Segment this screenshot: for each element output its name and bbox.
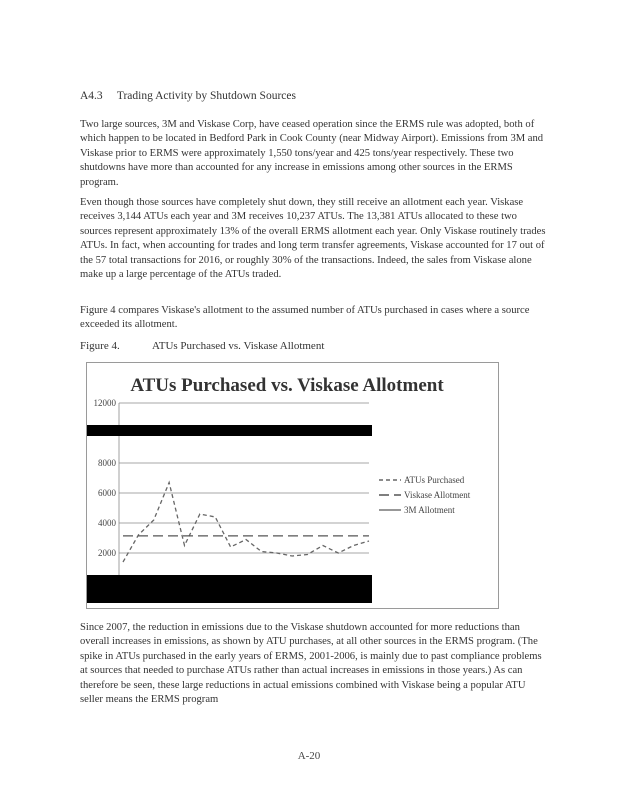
page-number: A-20 — [297, 750, 321, 762]
section-heading: A4.3 Trading Activity by Shutdown Sources — [80, 90, 296, 102]
chart-title: ATUs Purchased vs. Viskase Allotment — [130, 375, 444, 396]
series-line-atus-purchased — [123, 483, 369, 563]
tick-label-8000: 8000 — [98, 458, 116, 468]
chart-series — [123, 483, 369, 563]
tick-label-2000: 2000 — [98, 548, 116, 558]
figure-caption — [80, 340, 324, 352]
redaction-band-0 — [87, 575, 372, 603]
atus-chart — [87, 363, 498, 608]
legend-label-1: Viskase Allotment — [404, 490, 471, 500]
figure-title: ATUs Purchased vs. Viskase Allotment — [152, 340, 325, 352]
paragraph-reductions: Since 2007, the reduction in emissions due to the Viskase shutdown accounted for more reductions than overall increases in emissions, as shown by ATU purchases, at all other sources in the ERMS program. (The spike in ATUs purchased in the early years of ERMS, 2001-2006, is mainly due to past compliance problems at sources that needed to purchase ATUs rather than actual increases in emissions in those years.) As can therefore be seen, these large reductions in actual emissions combined with Viskase being a popular ATU seller means the ERMS program — [80, 622, 542, 706]
chart-frame — [86, 362, 499, 609]
figure-label: Figure 4. — [80, 340, 120, 352]
legend-label-0: ATUs Purchased — [404, 475, 465, 485]
paragraph-shutdown-sources: Two large sources, 3M and Viskase Corp, have ceased operation since the ERMS rule was adopted, both of which happen to be located in Bedford Park in Cook County (near Midway Airport). Emissions from 3M and Viskase prior to ERMS were approximately 1,550 tons/year and 425 tons/year respectively. These two shutdowns have more than accounted for any increase in emissions among other sources in the ERMS program. — [80, 119, 544, 188]
redaction-band-10000 — [87, 425, 372, 436]
paragraph-allotment: Even though those sources have completely shut down, they still receive an allotment each year. Viskase receives 3,144 ATUs each year and 3M receives 10,237 ATUs. The 13,381 ATUs allocated to these two sources represent approximately 13% of the overall ERMS allotment each year. Only Viskase routinely trades ATUs. In fact, when accounting for trades and long term transfer agreements, Viskase accounted for 17 out of the 57 total transactions for 2016, or roughly 30% of the transactions. Indeed, the sales from Viskase alone make up a large percentage of the ATUs traded. — [80, 197, 546, 281]
paragraph-figure-intro: Figure 4 compares Viskase's allotment to the assumed number of ATUs purchased in cases where a source exceeded its allotment. — [80, 305, 530, 331]
tick-label-12000: 12000 — [93, 398, 116, 408]
legend-label-2: 3M Allotment — [404, 505, 455, 515]
chart-redactions — [87, 425, 372, 603]
tick-label-6000: 6000 — [98, 488, 116, 498]
chart-legend — [379, 475, 471, 515]
tick-label-4000: 4000 — [98, 518, 116, 528]
chart-y-ticks — [94, 398, 117, 558]
